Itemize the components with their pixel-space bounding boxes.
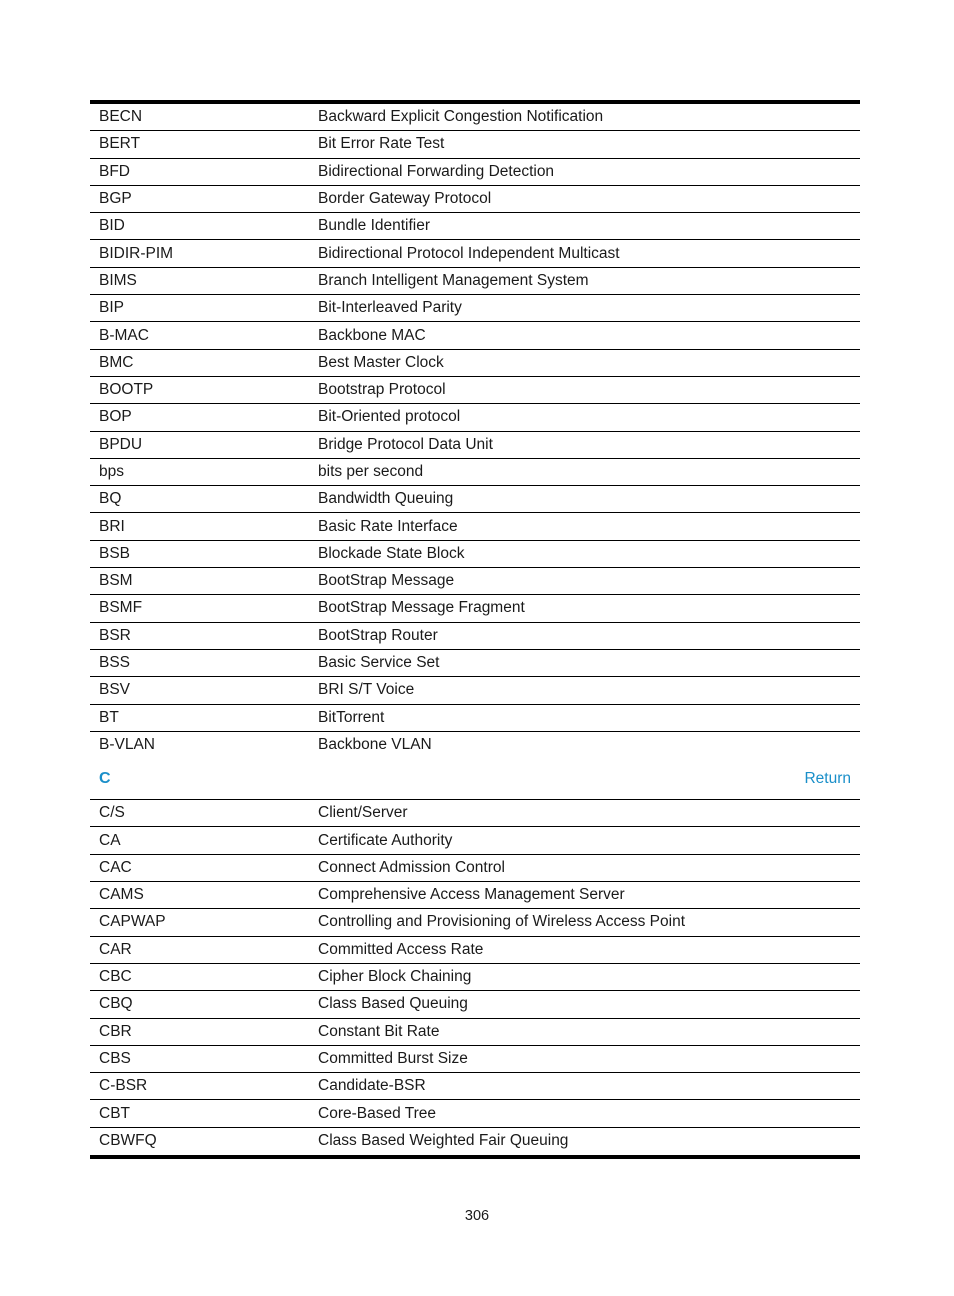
full-name-cell: Connect Admission Control <box>318 858 505 876</box>
table-row <box>90 991 860 1018</box>
return-link[interactable]: Return <box>804 770 851 788</box>
table-row <box>90 268 860 295</box>
abbreviation-cell: CAR <box>99 940 132 958</box>
full-name-cell: Bit Error Rate Test <box>318 135 445 153</box>
abbreviation-cell: BQ <box>99 490 122 508</box>
full-name-cell: BootStrap Router <box>318 626 438 644</box>
full-name-cell: BRI S/T Voice <box>318 681 415 699</box>
full-name-cell: Basic Service Set <box>318 654 440 672</box>
abbreviation-cell: bps <box>99 463 124 480</box>
table-row <box>90 186 860 213</box>
table-row <box>90 240 860 267</box>
full-name-cell: Branch Intelligent Management System <box>318 271 589 289</box>
full-name-cell: Bandwidth Queuing <box>318 490 454 508</box>
table-row <box>90 1046 860 1073</box>
page-number: 306 <box>464 1208 490 1224</box>
full-name-cell: Bit-Oriented protocol <box>318 408 461 426</box>
table-row <box>90 855 860 882</box>
table-row <box>90 595 860 622</box>
abbreviation-cell: CBWFQ <box>99 1132 157 1150</box>
full-name-cell: Committed Burst Size <box>318 1049 468 1067</box>
abbreviation-cell: BERT <box>99 135 141 153</box>
full-name-cell: Client/Server <box>318 804 408 822</box>
full-name-cell: Border Gateway Protocol <box>318 190 492 208</box>
abbreviation-cell: BSB <box>99 544 131 562</box>
full-name-cell: Bit-Interleaved Parity <box>318 299 462 317</box>
abbreviation-cell: CBQ <box>99 995 133 1013</box>
table-row <box>90 964 860 991</box>
full-name-cell: BootStrap Message Fragment <box>318 599 525 617</box>
table-row <box>90 568 860 595</box>
abbreviation-cell: CAMS <box>99 886 144 904</box>
abbreviation-cell: BMC <box>99 353 134 371</box>
abbreviation-cell: BT <box>99 708 119 726</box>
abbreviation-cell: B-MAC <box>99 326 149 344</box>
abbreviation-cell: BFD <box>99 162 130 180</box>
abbreviation-cell: BIMS <box>99 271 137 289</box>
full-name-cell: Blockade State Block <box>318 544 465 562</box>
table-row <box>90 827 860 854</box>
abbreviation-cell: BOOTP <box>99 381 154 399</box>
full-name-cell: Controlling and Provisioning of Wireless Access Point <box>318 913 686 931</box>
full-name-cell: Best Master Clock <box>318 353 444 371</box>
full-name-cell: Certificate Authority <box>318 831 453 849</box>
abbreviation-cell: BSV <box>99 681 131 699</box>
full-name-cell: Candidate-BSR <box>318 1077 426 1095</box>
section-c-rows <box>90 800 860 1155</box>
glossary-table <box>90 100 860 1159</box>
abbreviation-cell: BRI <box>99 517 125 535</box>
abbreviation-cell: CAPWAP <box>99 913 166 931</box>
abbreviation-cell: CBC <box>99 968 132 986</box>
table-row <box>90 159 860 186</box>
table-row <box>90 104 860 131</box>
full-name-cell: BitTorrent <box>318 708 385 726</box>
full-name-cell: Constant Bit Rate <box>318 1022 440 1040</box>
table-row <box>90 513 860 540</box>
full-name-cell: BootStrap Message <box>318 572 455 590</box>
table-row <box>90 486 860 513</box>
table-row <box>90 1019 860 1046</box>
full-name-cell: Bidirectional Forwarding Detection <box>318 162 555 180</box>
abbreviation-cell: BIDIR-PIM <box>99 244 174 262</box>
table-row <box>90 377 860 404</box>
full-name-cell: Bridge Protocol Data Unit <box>318 435 493 453</box>
table-row <box>90 677 860 704</box>
full-name-cell: Cipher Block Chaining <box>318 968 472 986</box>
abbreviation-cell: CBT <box>99 1104 130 1122</box>
table-row <box>90 213 860 240</box>
full-name-cell: Backbone MAC <box>318 326 426 344</box>
table-row <box>90 800 860 827</box>
abbreviation-cell: BSR <box>99 626 131 644</box>
abbreviation-cell: BGP <box>99 190 132 208</box>
table-row <box>90 705 860 732</box>
full-name-cell: Bundle Identifier <box>318 217 431 235</box>
full-name-cell: bits per second <box>318 463 424 480</box>
table-row <box>90 295 860 322</box>
abbreviation-cell: CBS <box>99 1049 131 1067</box>
table-row <box>90 937 860 964</box>
abbreviation-cell: BSS <box>99 654 131 672</box>
table-row <box>90 732 860 759</box>
full-name-cell: Bidirectional Protocol Independent Multicast <box>318 244 620 262</box>
abbreviation-cell: CA <box>99 831 121 849</box>
full-name-cell: Class Based Weighted Fair Queuing <box>318 1132 569 1150</box>
full-name-cell: Committed Access Rate <box>318 940 484 958</box>
table-row <box>90 322 860 349</box>
table-row <box>90 459 860 486</box>
full-name-cell: Comprehensive Access Management Server <box>318 886 625 904</box>
full-name-cell: Bootstrap Protocol <box>318 381 446 399</box>
table-row <box>90 432 860 459</box>
table-row <box>90 1100 860 1127</box>
table-row <box>90 1073 860 1100</box>
abbreviation-cell: BOP <box>99 408 132 426</box>
table-row <box>90 650 860 677</box>
abbreviation-cell: CAC <box>99 858 132 876</box>
full-name-cell: Basic Rate Interface <box>318 517 458 535</box>
table-row <box>90 882 860 909</box>
full-name-cell: Backbone VLAN <box>318 736 432 754</box>
abbreviation-cell: BPDU <box>99 435 143 453</box>
table-row <box>90 1128 860 1155</box>
full-name-cell: Class Based Queuing <box>318 995 468 1013</box>
section-header-c <box>90 759 860 800</box>
section-b-rows <box>90 104 860 759</box>
abbreviation-cell: C/S <box>99 804 125 822</box>
abbreviation-cell: BSM <box>99 572 133 590</box>
abbreviation-cell: BID <box>99 217 125 235</box>
table-row <box>90 350 860 377</box>
section-letter: C <box>99 770 111 788</box>
abbreviation-cell: C-BSR <box>99 1077 148 1095</box>
abbreviation-cell: B-VLAN <box>99 736 155 754</box>
abbreviation-cell: BECN <box>99 108 143 126</box>
table-row <box>90 404 860 431</box>
table-row <box>90 541 860 568</box>
full-name-cell: Backward Explicit Congestion Notification <box>318 108 604 126</box>
abbreviation-cell: BSMF <box>99 599 143 617</box>
abbreviation-cell: CBR <box>99 1022 132 1040</box>
full-name-cell: Core-Based Tree <box>318 1104 437 1122</box>
table-row <box>90 909 860 936</box>
table-row <box>90 623 860 650</box>
abbreviation-cell: BIP <box>99 299 124 317</box>
table-row <box>90 131 860 158</box>
